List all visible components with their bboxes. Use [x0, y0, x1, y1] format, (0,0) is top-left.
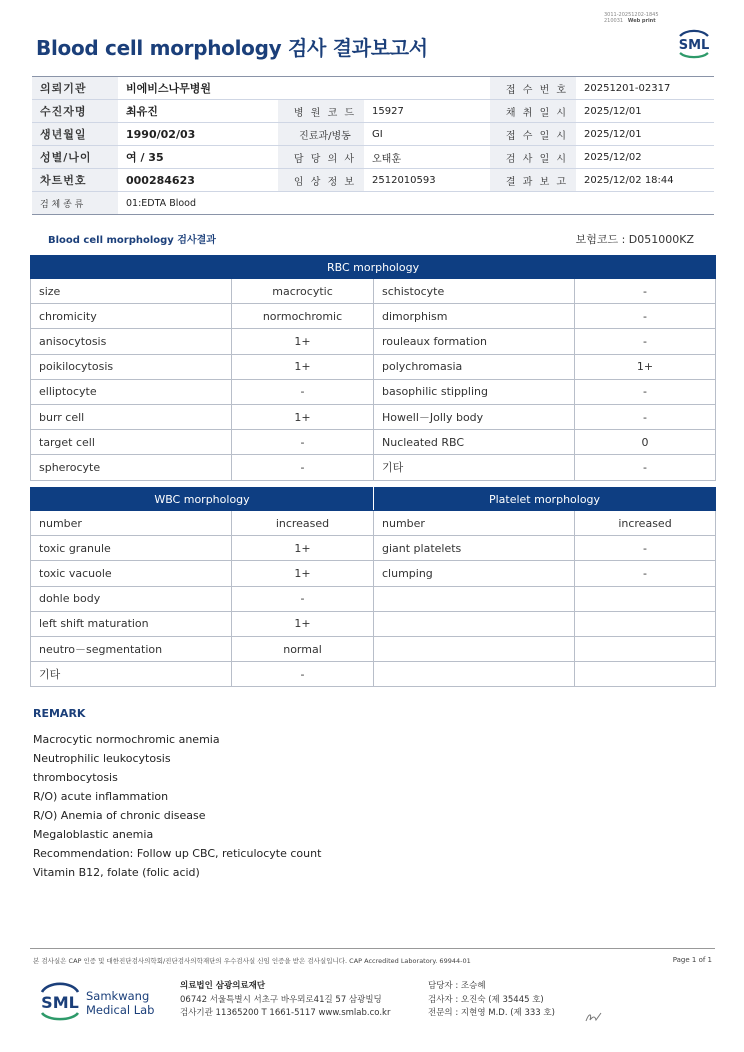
item-value: - — [575, 379, 716, 404]
item-name: rouleaux formation — [374, 329, 575, 354]
item-value: - — [575, 329, 716, 354]
item-value — [575, 586, 716, 611]
wbc-platelet-row — [31, 511, 716, 536]
item-value: normochromic — [232, 304, 374, 329]
item-name: clumping — [374, 561, 575, 586]
item-value: increased — [575, 511, 716, 536]
info-label: 생년월일 — [32, 123, 118, 146]
remark-line: Neutrophilic leukocytosis — [33, 752, 171, 765]
item-name: chromicity — [31, 304, 232, 329]
item-value: - — [232, 379, 374, 404]
info-row — [32, 100, 714, 123]
remark-line: Megaloblastic anemia — [33, 828, 154, 841]
info-value: 2025/12/02 18:44 — [576, 169, 714, 192]
rbc-row — [31, 279, 716, 304]
staff-line: 검사자 : 오진숙 (제 35445 호) — [428, 994, 544, 1005]
item-name: poikilocytosis — [31, 354, 232, 379]
item-value: 1+ — [232, 404, 374, 429]
wbc-platelet-morphology-table — [30, 487, 716, 687]
info-label: 결 과 보 고 — [490, 169, 576, 192]
info-value: 비에비스나무병원 — [118, 77, 278, 100]
remark-list — [33, 730, 321, 882]
item-value — [575, 662, 716, 687]
svg-text:SML: SML — [41, 993, 79, 1012]
info-label: 담 당 의 사 — [278, 146, 364, 169]
item-name: basophilic stippling — [374, 379, 575, 404]
item-name: Nucleated RBC — [374, 430, 575, 455]
wbc-platelet-row — [31, 536, 716, 561]
rbc-row — [31, 404, 716, 429]
info-value: 2025/12/01 — [576, 123, 714, 146]
info-label: 성별/나이 — [32, 146, 118, 169]
item-name: left shift maturation — [31, 611, 232, 636]
item-name — [374, 636, 575, 661]
rbc-row — [31, 379, 716, 404]
rbc-row — [31, 430, 716, 455]
item-value: 1+ — [575, 354, 716, 379]
item-value: - — [232, 455, 374, 480]
staff-line: 전문의 : 지현영 M.D. (제 333 호) — [428, 1008, 555, 1018]
staff-list — [428, 980, 555, 1021]
item-value: - — [575, 561, 716, 586]
info-label: 의뢰기관 — [32, 77, 118, 100]
item-value: - — [575, 455, 716, 480]
rbc-morphology-table — [30, 255, 716, 481]
info-value — [364, 77, 490, 100]
item-name: 기타 — [374, 455, 575, 480]
print-id-line1: 3011-20251202-1845 — [604, 12, 659, 18]
info-label: 접 수 번 호 — [490, 77, 576, 100]
item-name: spherocyte — [31, 455, 232, 480]
item-name: size — [31, 279, 232, 304]
item-name: dohle body — [31, 586, 232, 611]
rbc-row — [31, 354, 716, 379]
item-name: anisocytosis — [31, 329, 232, 354]
item-name: number — [31, 511, 232, 536]
rbc-header-row — [31, 256, 716, 279]
rbc-header: RBC morphology — [31, 256, 716, 279]
results-title: Blood cell morphology 검사결과 — [48, 235, 216, 246]
info-value: 여 / 35 — [118, 146, 278, 169]
item-name — [374, 586, 575, 611]
item-value: - — [232, 662, 374, 687]
item-value: 0 — [575, 430, 716, 455]
info-value: GI — [364, 123, 490, 146]
info-value: 15927 — [364, 100, 490, 123]
specimen-value: 01:EDTA Blood — [118, 192, 714, 215]
item-name: number — [374, 511, 575, 536]
rbc-row — [31, 304, 716, 329]
rbc-row — [31, 329, 716, 354]
org-name: 의료법인 삼광의료재단 — [180, 981, 266, 991]
wbc-platelet-row — [31, 586, 716, 611]
wbc-header: WBC morphology — [31, 488, 374, 511]
info-row — [32, 146, 714, 169]
wbc-platelet-row — [31, 561, 716, 586]
item-value: - — [232, 586, 374, 611]
wbc-platelet-row — [31, 636, 716, 661]
info-label: 채 취 일 시 — [490, 100, 576, 123]
item-value: 1+ — [232, 536, 374, 561]
item-value: - — [575, 404, 716, 429]
remark-line: Vitamin B12, folate (folic acid) — [33, 866, 200, 879]
info-row — [32, 169, 714, 192]
info-label: 병 원 코 드 — [278, 100, 364, 123]
signature-mark — [584, 1010, 604, 1024]
item-name — [374, 662, 575, 687]
svg-text:SML: SML — [678, 38, 710, 53]
item-name: polychromasia — [374, 354, 575, 379]
insurance-code: 보험코드 : D051000KZ — [575, 233, 694, 246]
address-line: 06742 서울특별시 서초구 바우뫼로41길 57 삼광빌딩 — [180, 994, 382, 1005]
item-value — [575, 636, 716, 661]
print-id-line2: 210031 — [604, 18, 624, 24]
print-id — [604, 12, 659, 24]
rbc-row — [31, 455, 716, 480]
item-value — [575, 611, 716, 636]
info-label: 수진자명 — [32, 100, 118, 123]
item-name: toxic vacuole — [31, 561, 232, 586]
remark-line: thrombocytosis — [33, 771, 118, 784]
info-value: 최유진 — [118, 100, 278, 123]
item-value: - — [232, 430, 374, 455]
item-value: 1+ — [232, 354, 374, 379]
web-print-label: Web print — [627, 18, 656, 24]
info-label: 임 상 정 보 — [278, 169, 364, 192]
remark-line: Macrocytic normochromic anemia — [33, 733, 220, 746]
remark-title: REMARK — [33, 707, 86, 720]
info-value: 000284623 — [118, 169, 278, 192]
item-value: macrocytic — [232, 279, 374, 304]
info-value: 20251201-02317 — [576, 77, 714, 100]
item-value: - — [575, 536, 716, 561]
item-name: elliptocyte — [31, 379, 232, 404]
wbc-platelet-row — [31, 611, 716, 636]
remark-line: Recommendation: Follow up CBC, reticulocyte count — [33, 847, 322, 860]
sml-logo-icon — [674, 26, 714, 62]
info-value: 2025/12/01 — [576, 100, 714, 123]
wbc-platelet-header-row — [31, 488, 716, 511]
item-name: 기타 — [31, 662, 232, 687]
info-row — [32, 123, 714, 146]
page-title: Blood cell morphology 검사 결과보고서 — [36, 36, 428, 60]
sml-logo-icon — [36, 980, 84, 1024]
info-row — [32, 192, 714, 215]
company-line1: Samkwang — [86, 989, 150, 1003]
contact-line: 검사기관 11365200 T 1661-5117 www.smlab.co.kr — [180, 1008, 391, 1018]
info-label: 진료과/병동 — [278, 123, 364, 146]
info-value: 2025/12/02 — [576, 146, 714, 169]
item-name: Howell－Jolly body — [374, 404, 575, 429]
info-label: 차트번호 — [32, 169, 118, 192]
item-name: burr cell — [31, 404, 232, 429]
organization-address — [180, 980, 390, 1021]
info-value: 1990/02/03 — [118, 123, 278, 146]
item-name: toxic granule — [31, 536, 232, 561]
platelet-header: Platelet morphology — [374, 488, 716, 511]
item-value: 1+ — [232, 561, 374, 586]
accreditation-note: 본 검사실은 CAP 인증 및 대한진단검사의학회/진단검사의학재단의 우수검사실 신임 인증을 받은 검사실입니다. CAP Accredited Laboratory. 69944-01 — [33, 957, 471, 965]
item-name: giant platelets — [374, 536, 575, 561]
page-number: Page 1 of 1 — [672, 956, 712, 964]
info-label: 검 사 일 시 — [490, 146, 576, 169]
info-value: 2512010593 — [364, 169, 490, 192]
info-label — [278, 77, 364, 100]
item-name — [374, 611, 575, 636]
item-value: increased — [232, 511, 374, 536]
info-label: 접 수 일 시 — [490, 123, 576, 146]
staff-line: 담당자 : 조승혜 — [428, 981, 486, 991]
remark-line: R/O) acute inflammation — [33, 790, 169, 803]
company-name — [86, 989, 154, 1017]
info-value: 오태훈 — [364, 146, 490, 169]
footer-divider — [30, 948, 715, 949]
item-name: schistocyte — [374, 279, 575, 304]
remark-line: R/O) Anemia of chronic disease — [33, 809, 206, 822]
item-name: target cell — [31, 430, 232, 455]
item-value: normal — [232, 636, 374, 661]
specimen-label: 검 체 종 류 — [32, 192, 118, 215]
item-value: - — [575, 304, 716, 329]
item-value: - — [575, 279, 716, 304]
wbc-platelet-row — [31, 662, 716, 687]
patient-info-table — [32, 76, 714, 215]
company-line2: Medical Lab — [86, 1003, 155, 1017]
item-value: 1+ — [232, 611, 374, 636]
item-name: dimorphism — [374, 304, 575, 329]
item-name: neutro－segmentation — [31, 636, 232, 661]
info-row — [32, 77, 714, 100]
item-value: 1+ — [232, 329, 374, 354]
